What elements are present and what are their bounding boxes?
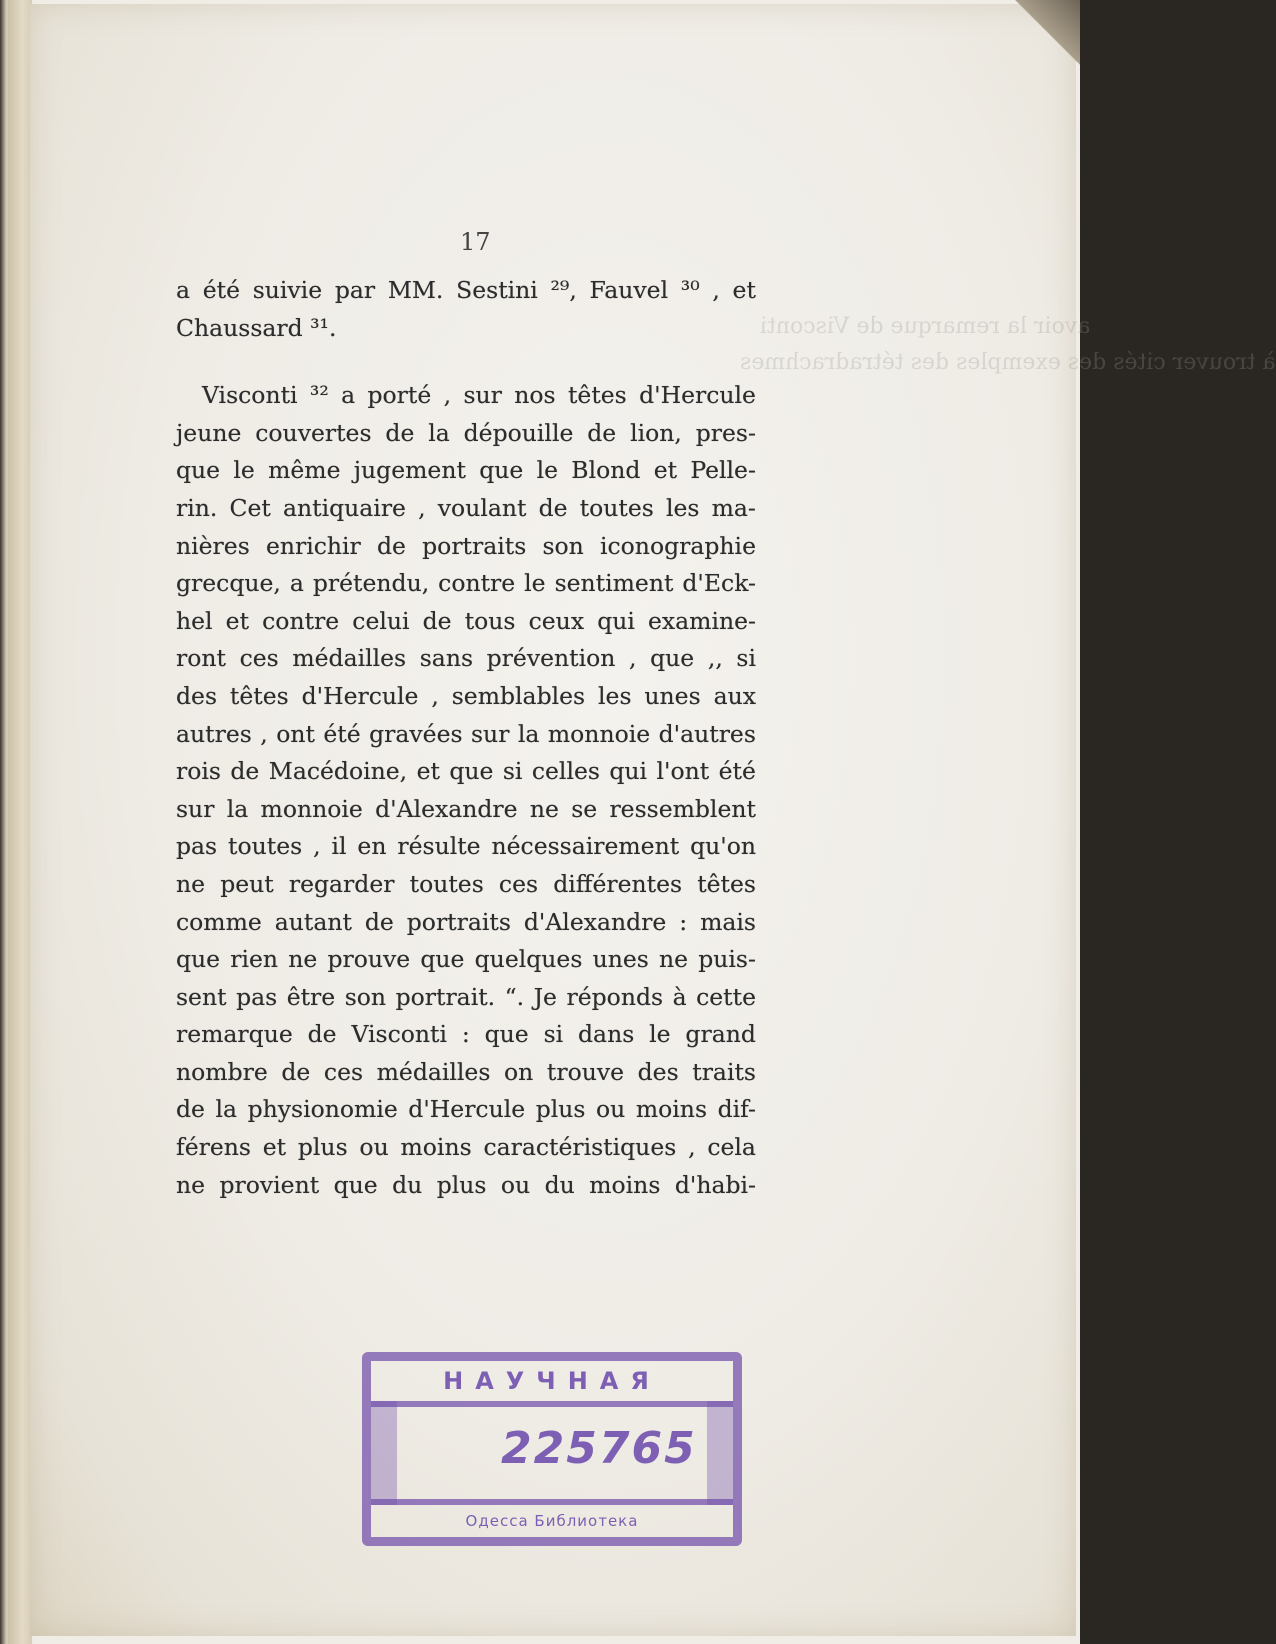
text-line: nombre de ces médailles on trouve des traits: [176, 1057, 756, 1086]
text-line: nières enrichir de portraits son iconographie: [176, 531, 756, 560]
text-line: jeune couvertes de la dépouille de lion, pres-: [176, 418, 756, 447]
text-line: férens et plus ou moins caractéristiques , cela: [176, 1133, 756, 1162]
folded-corner: [1010, 0, 1080, 90]
text-line: ne peut regarder toutes ces différentes têtes: [176, 869, 756, 898]
text-line: de la physionomie d'Hercule plus ou moins dif-: [176, 1095, 756, 1124]
text-line: ront ces médailles sans prévention , que ,, si: [176, 644, 756, 673]
text-line: ne provient que du plus ou du moins d'habi-: [176, 1170, 756, 1199]
text-line: grecque, a prétendu, contre le sentiment d'Eck-: [176, 569, 756, 598]
page-number: 17: [460, 228, 491, 256]
text-line: rin. Cet antiquaire , voulant de toutes les ma-: [176, 493, 756, 522]
stamp-side-bar: [371, 1401, 397, 1505]
text-line: que rien ne prouve que quelques unes ne puis-: [176, 945, 756, 974]
text-line: pas toutes , il en résulte nécessairement qu'on: [176, 832, 756, 861]
text-line: que le même jugement que le Blond et Pelle-: [176, 456, 756, 485]
body-text: [176, 272, 756, 1204]
text-line: rois de Macédoine, et que si celles qui l'ont été: [176, 757, 756, 786]
stamp-header: НАУЧНАЯ: [371, 1361, 733, 1407]
text-line: des têtes d'Hercule , semblables les unes aux: [176, 681, 756, 710]
stamp-side-bar: [707, 1401, 733, 1505]
text-line: sur la monnoie d'Alexandre ne se ressemblent: [176, 794, 756, 823]
library-stamp: [362, 1352, 742, 1546]
text-line: remarque de Visconti : que si dans le grand: [176, 1020, 756, 1049]
stamp-inventory-number: 225765: [501, 1423, 697, 1474]
bleed-through-line: à trouver cités des exemples des tétradrachmes: [740, 350, 1276, 375]
stamp-footer: Одесса Библиотека: [371, 1499, 733, 1537]
book-gutter: [8, 0, 32, 1644]
paragraph-first-line: Visconti ³² a porté , sur nos têtes d'Hercule: [202, 381, 756, 410]
text-line: comme autant de portraits d'Alexandre : mais: [176, 907, 756, 936]
bleed-through-line: avoir la remarque de Visconti: [760, 314, 1091, 339]
text-line: hel et contre celui de tous ceux qui examine-: [176, 606, 756, 635]
text-line: a été suivie par MM. Sestini ²⁹, Fauvel ³⁰ , et: [176, 276, 756, 304]
text-line: sent pas être son portrait. “. Je réponds à cette: [176, 982, 756, 1011]
text-line: Chaussard ³¹.: [176, 313, 337, 342]
text-line: autres , ont été gravées sur la monnoie d'autres: [176, 719, 756, 748]
